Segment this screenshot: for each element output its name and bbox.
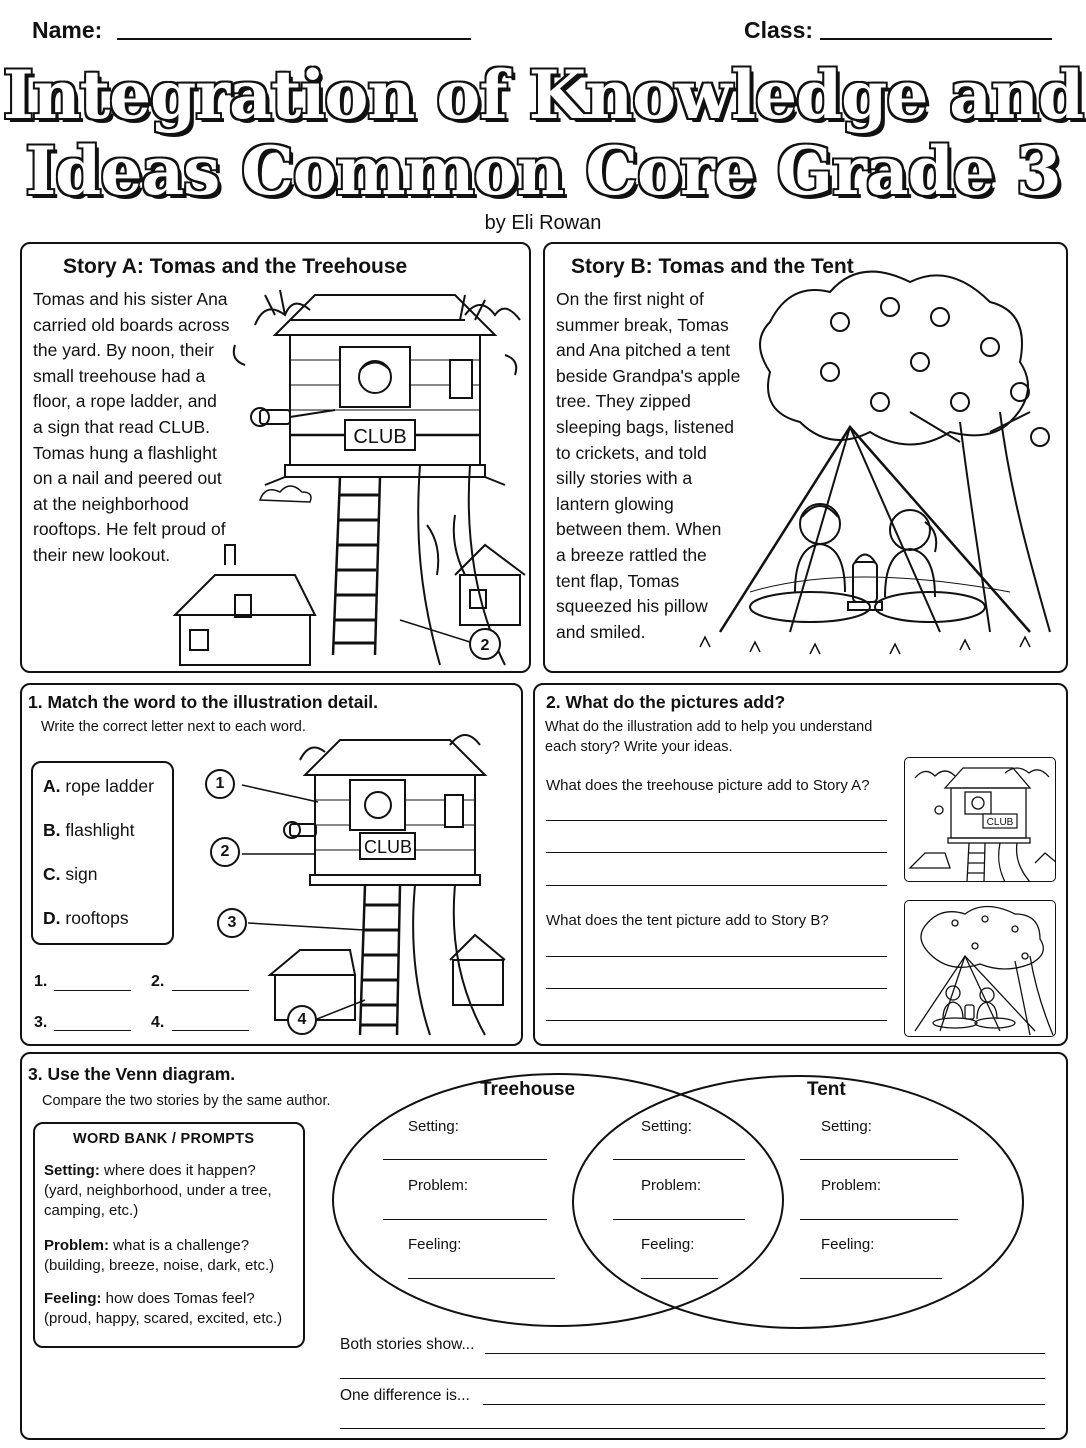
left-problem-label: Problem: [408, 1177, 469, 1194]
q2-subtitle: What do the illustration add to help you understand each story? Write your ideas. [545, 719, 873, 755]
prompt-setting: Setting: where does it happen? (yard, neighborhood, under a tree, camping, etc.) [44, 1162, 272, 1219]
mid-feeling-label: Feeling: [641, 1236, 695, 1253]
story-a-title: Story A: Tomas and the Treehouse [63, 255, 408, 278]
difference-line-1[interactable] [483, 1404, 1045, 1405]
story-a-text: Tomas and his sister Ana carried old boards across the yard. By noon, their small treehouse had a floor, a rope ladder, and a sign that read CLUB. Tomas hung a flashlight on a nail and peered out at the neighborhood rooftops. He felt proud of their new lookout. [33, 289, 230, 565]
word-d: D. rooftops [43, 908, 129, 928]
page-title-line1: Integration of Knowledge and [2, 56, 1084, 134]
left-feeling-line[interactable] [408, 1278, 555, 1279]
right-problem-line[interactable] [800, 1219, 958, 1220]
right-setting-label: Setting: [821, 1118, 872, 1135]
mid-problem-line[interactable] [613, 1219, 745, 1220]
callout-4: 4 [287, 1005, 317, 1035]
right-feeling-line[interactable] [800, 1278, 942, 1279]
callout-3: 3 [217, 908, 247, 938]
story-b-title: Story B: Tomas and the Tent [571, 255, 854, 278]
story-a-callout: 2 [480, 637, 490, 654]
left-problem-line[interactable] [383, 1219, 547, 1220]
both-line-2[interactable] [340, 1378, 1045, 1379]
prompt-problem: Problem: what is a challenge? (building, breeze, noise, dark, etc.) [44, 1237, 275, 1274]
word-c: C. sign [43, 864, 98, 884]
difference-line-2[interactable] [340, 1428, 1045, 1429]
right-problem-label: Problem: [821, 1177, 882, 1194]
word-a: A. rope ladder [43, 776, 154, 796]
left-setting-line[interactable] [383, 1159, 547, 1160]
word-bank-title: WORD BANK / PROMPTS [73, 1131, 255, 1147]
q1-subtitle: Write the correct letter next to each word. [41, 719, 306, 735]
mid-problem-label: Problem: [641, 1177, 702, 1194]
right-setting-line[interactable] [800, 1159, 958, 1160]
blank-1-label: 1. [34, 973, 48, 990]
q3-title: 3. Use the Venn diagram. [28, 1064, 236, 1084]
left-feeling-label: Feeling: [408, 1236, 462, 1253]
difference-label: One difference is... [340, 1387, 470, 1404]
venn-right-title: Tent [807, 1079, 846, 1100]
right-feeling-label: Feeling: [821, 1236, 875, 1253]
q1-sign-text: CLUB [363, 837, 413, 857]
left-setting-label: Setting: [408, 1118, 459, 1135]
venn-right-circle [573, 1076, 1023, 1328]
callout-2: 2 [210, 837, 240, 867]
venn-left-title: Treehouse [480, 1079, 576, 1100]
prompt-feeling: Feeling: how does Tomas feel? (proud, happy, scared, excited, etc.) [44, 1290, 283, 1327]
name-label: Name: [32, 17, 103, 43]
thumb-sign-text: CLUB [986, 817, 1014, 828]
mid-setting-label: Setting: [641, 1118, 692, 1135]
blank-2-label: 2. [151, 973, 165, 990]
callout-1: 1 [205, 769, 235, 799]
both-line-1[interactable] [485, 1353, 1045, 1354]
venn-left-circle [333, 1074, 783, 1326]
byline: by Eli Rowan [484, 212, 602, 234]
both-label: Both stories show... [340, 1336, 475, 1353]
word-b: B. flashlight [43, 820, 135, 840]
blank-3-label: 3. [34, 1014, 48, 1031]
q1-title: 1. Match the word to the illustration detail. [28, 692, 379, 712]
q3-subtitle: Compare the two stories by the same author. [42, 1093, 331, 1109]
q2-title: 2. What do the pictures add? [546, 692, 786, 712]
blank-4-label: 4. [151, 1014, 165, 1031]
mid-setting-line[interactable] [613, 1159, 745, 1160]
page-title-line2: Ideas Common Core Grade 3 [25, 132, 1061, 210]
class-label: Class: [744, 17, 814, 43]
mid-feeling-line[interactable] [641, 1278, 718, 1279]
story-b-text: On the first night of summer break, Tomas and Ana pitched a tent beside Grandpa's apple tree. They zipped sleeping bags, listened to crickets, and told silly stories with a lantern glowing between them. When a breeze rattled the tent flap, Tomas squeezed his pillow and smiled. [556, 289, 741, 642]
q2-prompt-a: What does the treehouse picture add to Story A? [546, 777, 870, 794]
story-a-sign-text: CLUB [353, 426, 407, 448]
q2-prompt-b: What does the tent picture add to Story B? [546, 912, 829, 929]
